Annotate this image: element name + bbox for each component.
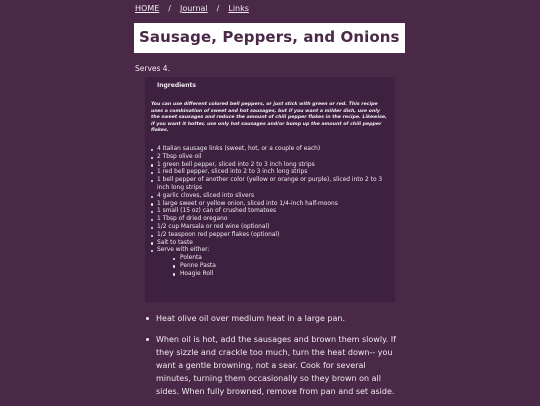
ingredient-item: 1 red bell pepper, sliced into 2 to 3 inch long strips bbox=[151, 169, 389, 177]
nav-link-journal[interactable]: Journal bbox=[179, 4, 208, 13]
serves-text: Serves 4. bbox=[135, 64, 170, 73]
serve-with-option: Hoagie Roll bbox=[173, 271, 389, 279]
ingredients-note: You can use different colored bell peppers, or just stick with green or red. This recipe uses a combination of sweet and hot sausages, but if you want a milder dish, use only the sweet sausages and reduce the amount of chili pepper flakes in the recipe. Likewise, if you want it hotter, use only hot sausages and/or bump up the amount of chili pepper flakes. bbox=[151, 102, 387, 134]
serve-with-option: Polenta bbox=[173, 255, 389, 263]
serve-with-list bbox=[157, 255, 389, 278]
ingredient-item: 1 Tbsp of dried oregano bbox=[151, 216, 389, 224]
ingredient-item: 1 green bell pepper, sliced into 2 to 3 inch long strips bbox=[151, 162, 389, 170]
ingredient-item-serve-with bbox=[151, 247, 389, 278]
ingredients-list bbox=[151, 146, 389, 279]
ingredient-item: 4 Italian sausage links (sweet, hot, or a couple of each) bbox=[151, 146, 389, 154]
page-title: Sausage, Peppers, and Onions bbox=[139, 28, 400, 46]
serve-with-label: Serve with either: bbox=[157, 247, 210, 254]
nav-separator: / bbox=[168, 4, 171, 13]
ingredient-item: 4 garlic cloves, sliced into slivers bbox=[151, 193, 389, 201]
breadcrumb-nav bbox=[135, 4, 249, 13]
ingredient-item: Salt to taste bbox=[151, 240, 389, 248]
ingredient-item: 1 small (15 oz) can of crushed tomatoes bbox=[151, 208, 389, 216]
nav-link-links[interactable]: Links bbox=[228, 4, 249, 13]
nav-link-home[interactable]: HOME bbox=[135, 4, 160, 13]
ingredient-item: 1/2 cup Marsala or red wine (optional) bbox=[151, 224, 389, 232]
ingredient-item: 1 bell pepper of another color (yellow or orange or purple), sliced into 2 to 3 inch long strips bbox=[151, 177, 389, 193]
nav-separator: / bbox=[216, 4, 220, 13]
directions-list bbox=[146, 312, 398, 406]
direction-step: When oil is hot, add the sausages and brown them slowly. If they sizzle and crackle too much, turn the heat down-- you want a gentle browning, not a sear. Cook for several minutes, turning them occasionally so they brown on all sides. When fully browned, remove from pan and set aside. bbox=[146, 333, 398, 398]
ingredients-heading: Ingredients bbox=[157, 82, 196, 89]
serve-with-option: Penne Pasta bbox=[173, 263, 389, 271]
ingredient-item: 1 large sweet or yellow onion, sliced into 1/4-inch half-moons bbox=[151, 201, 389, 209]
title-box bbox=[134, 23, 405, 53]
direction-step: Heat olive oil over medium heat in a large pan. bbox=[146, 312, 398, 325]
ingredient-item: 1/2 teaspoon red pepper flakes (optional) bbox=[151, 232, 389, 240]
ingredients-section bbox=[145, 77, 395, 302]
ingredient-item: 2 Tbsp olive oil bbox=[151, 154, 389, 162]
